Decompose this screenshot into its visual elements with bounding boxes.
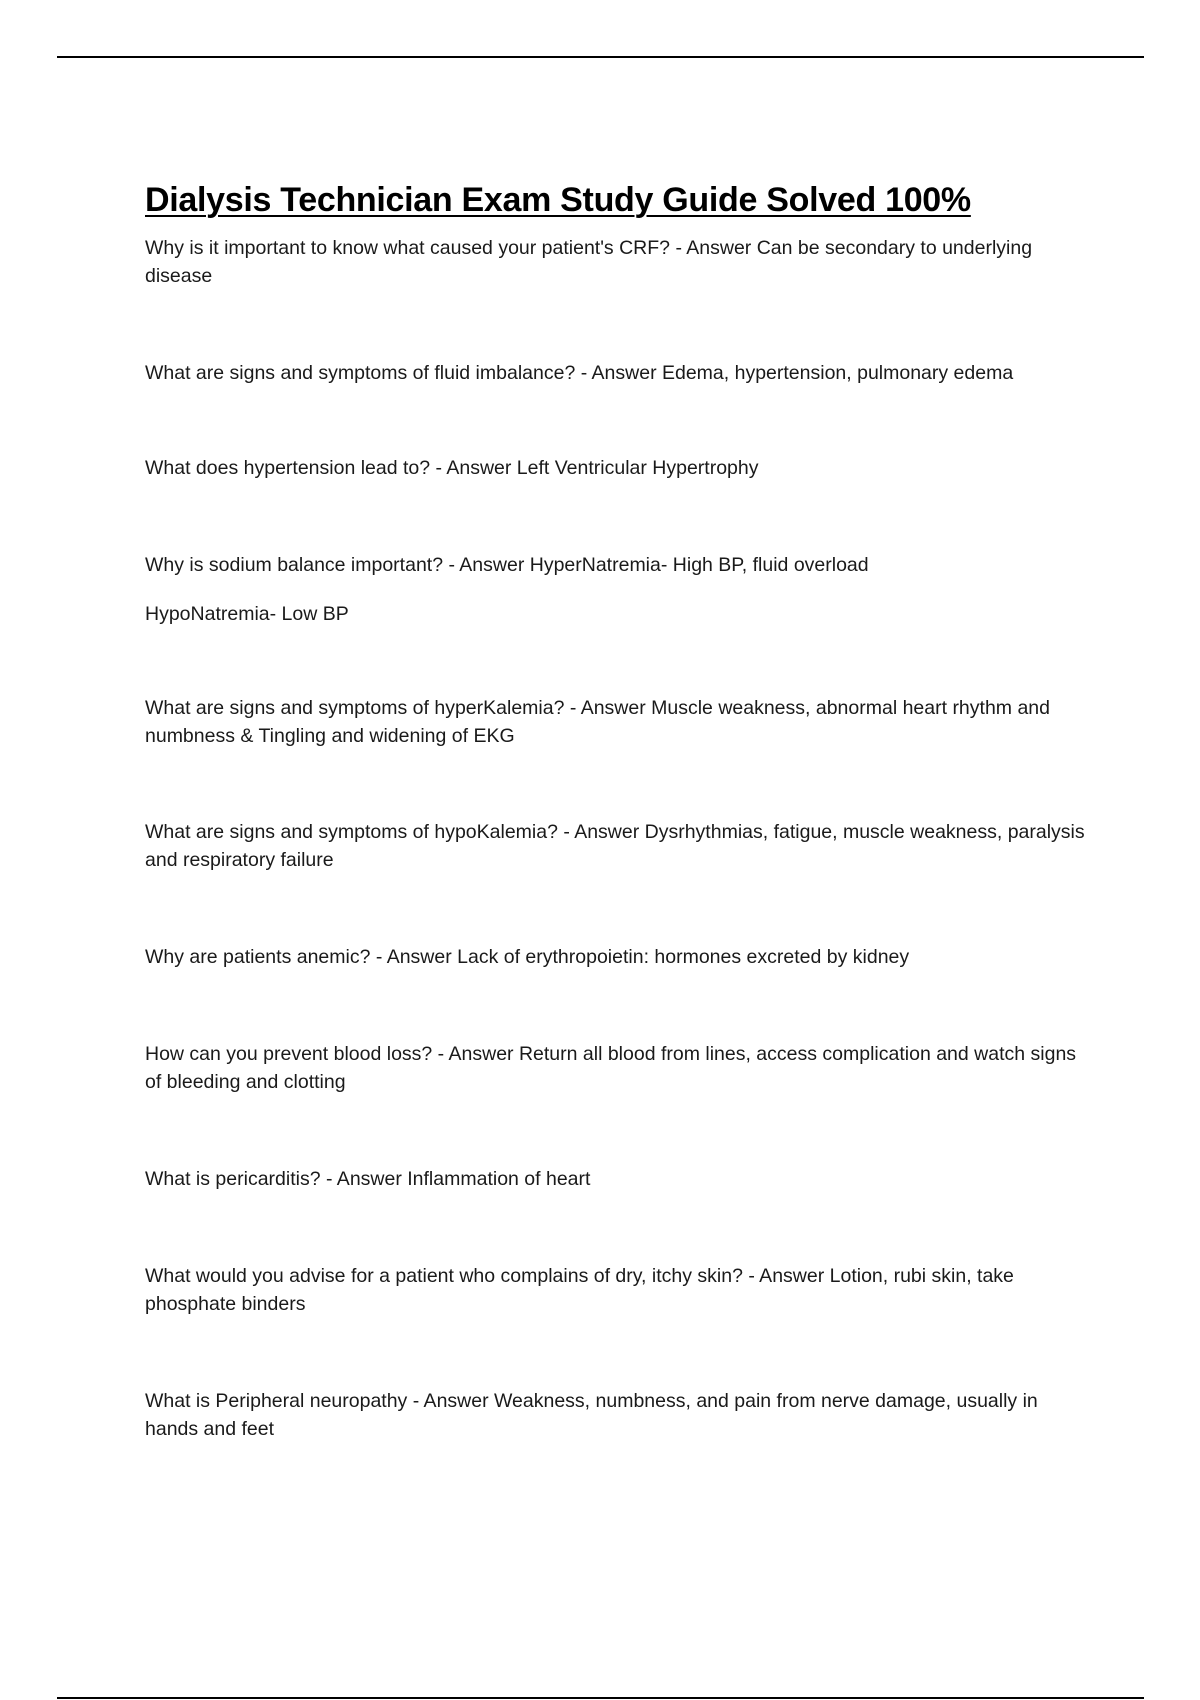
qa-item-continuation: HypoNatremia- Low BP	[145, 603, 349, 625]
qa-item: Why is it important to know what caused your patient's CRF? - Answer Can be secondary to underlying disease	[145, 237, 1038, 287]
qa-item: What are signs and symptoms of hypoKalemia? - Answer Dysrhythmias, fatigue, muscle weakness, paralysis and respiratory failure	[145, 821, 1091, 871]
qa-item: What is Peripheral neuropathy - Answer Weakness, numbness, and pain from nerve damage, usually in hands and feet	[145, 1390, 1044, 1440]
qa-item: What are signs and symptoms of fluid imbalance? - Answer Edema, hypertension, pulmonary edema	[145, 362, 1014, 384]
header-rule	[57, 56, 1144, 58]
document-title: Dialysis Technician Exam Study Guide Solved 100%	[145, 181, 971, 219]
qa-item: Why are patients anemic? - Answer Lack of erythropoietin: hormones excreted by kidney	[145, 946, 910, 968]
qa-item: Why is sodium balance important? - Answer HyperNatremia- High BP, fluid overload	[145, 554, 869, 576]
qa-item: What would you advise for a patient who complains of dry, itchy skin? - Answer Lotion, rubi skin, take phosphate binders	[145, 1265, 1020, 1315]
qa-item: How can you prevent blood loss? - Answer Return all blood from lines, access complication and watch signs of bleeding and clotting	[145, 1043, 1082, 1093]
qa-item: What is pericarditis? - Answer Inflammation of heart	[145, 1168, 591, 1190]
qa-item: What are signs and symptoms of hyperKalemia? - Answer Muscle weakness, abnormal heart rhythm and numbness & Tingling and widening of EKG	[145, 697, 1056, 747]
footer-rule	[57, 1697, 1144, 1699]
document-body	[145, 178, 1095, 1443]
qa-item: What does hypertension lead to? - Answer Left Ventricular Hypertrophy	[145, 457, 759, 479]
